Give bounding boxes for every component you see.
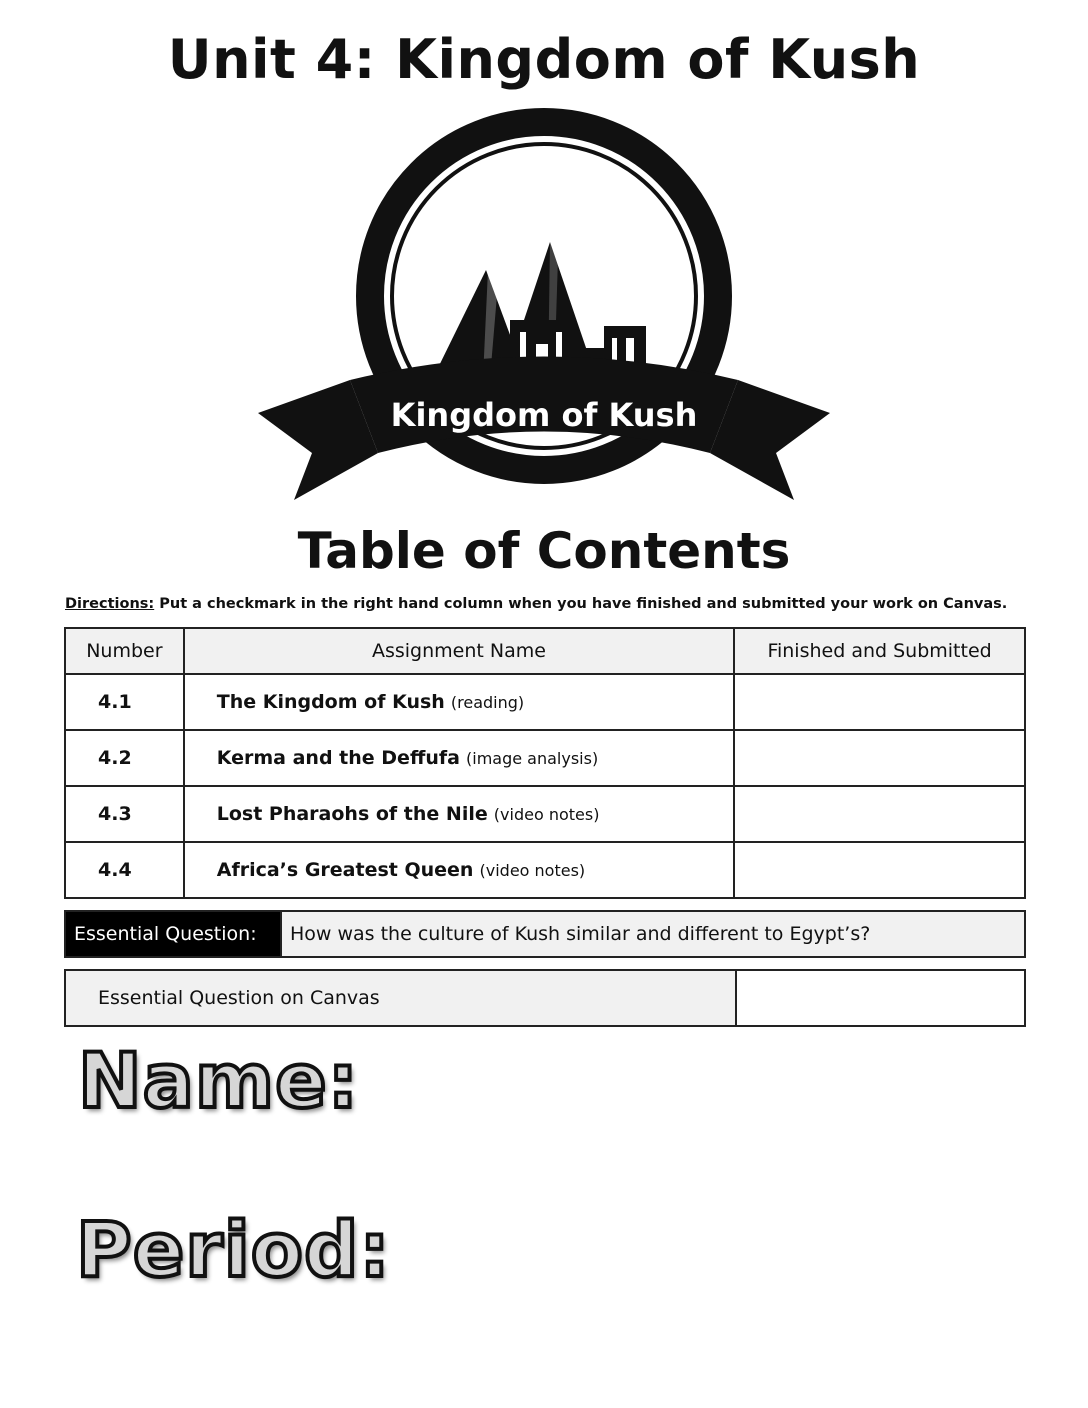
toc-title: Table of Contents: [297, 522, 791, 580]
finished-checkbox-cell[interactable]: [734, 842, 1025, 898]
column-header-assignment-name: Assignment Name: [184, 628, 734, 674]
assignment-number: 4.4: [65, 842, 184, 898]
assignment-number: 4.3: [65, 786, 184, 842]
column-header-finished: Finished and Submitted: [734, 628, 1025, 674]
finished-checkbox-cell[interactable]: [734, 674, 1025, 730]
assignment-number: 4.1: [65, 674, 184, 730]
finished-checkbox-cell[interactable]: [734, 786, 1025, 842]
logo-banner-text: Kingdom of Kush: [390, 396, 698, 434]
assignment-type: (video notes): [479, 861, 586, 880]
essential-question-canvas-label: Essential Question on Canvas: [65, 970, 736, 1026]
assignment-number: 4.2: [65, 730, 184, 786]
column-header-number: Number: [65, 628, 184, 674]
finished-checkbox-cell[interactable]: [736, 970, 1025, 1026]
assignment-name: Africa’s Greatest Queen: [216, 859, 474, 881]
assignment-type: (reading): [450, 693, 525, 712]
table-row: [65, 730, 1025, 786]
kingdom-of-kush-logo: [258, 108, 830, 502]
directions-label: Directions:: [65, 596, 155, 612]
essential-question-label: Essential Question:: [65, 911, 281, 957]
assignment-name-cell: [184, 674, 734, 730]
directions: [65, 596, 1055, 612]
assignment-name-cell: [184, 842, 734, 898]
name-label: Name:: [78, 1036, 360, 1125]
directions-text: Put a checkmark in the right hand column when you have finished and submitted your work on Canvas.: [154, 596, 1008, 612]
assignment-name: Lost Pharaohs of the Nile: [216, 803, 488, 825]
finished-checkbox-cell[interactable]: [734, 730, 1025, 786]
assignment-table: [64, 627, 1026, 899]
assignment-name: Kerma and the Deffufa: [216, 747, 460, 769]
essential-question-canvas-row: [64, 969, 1026, 1027]
table-row: [65, 786, 1025, 842]
assignment-type: (image analysis): [466, 749, 599, 768]
period-label: Period:: [76, 1205, 391, 1294]
essential-question-text: How was the culture of Kush similar and different to Egypt’s?: [281, 911, 1025, 957]
table-row: [65, 674, 1025, 730]
essential-question-box: [64, 910, 1026, 958]
assignment-name-cell: [184, 730, 734, 786]
unit-title: Unit 4: Kingdom of Kush: [167, 28, 921, 91]
table-row: [65, 842, 1025, 898]
assignment-type: (video notes): [493, 805, 600, 824]
assignment-name-cell: [184, 786, 734, 842]
assignment-name: The Kingdom of Kush: [216, 691, 445, 713]
table-header-row: [65, 628, 1025, 674]
